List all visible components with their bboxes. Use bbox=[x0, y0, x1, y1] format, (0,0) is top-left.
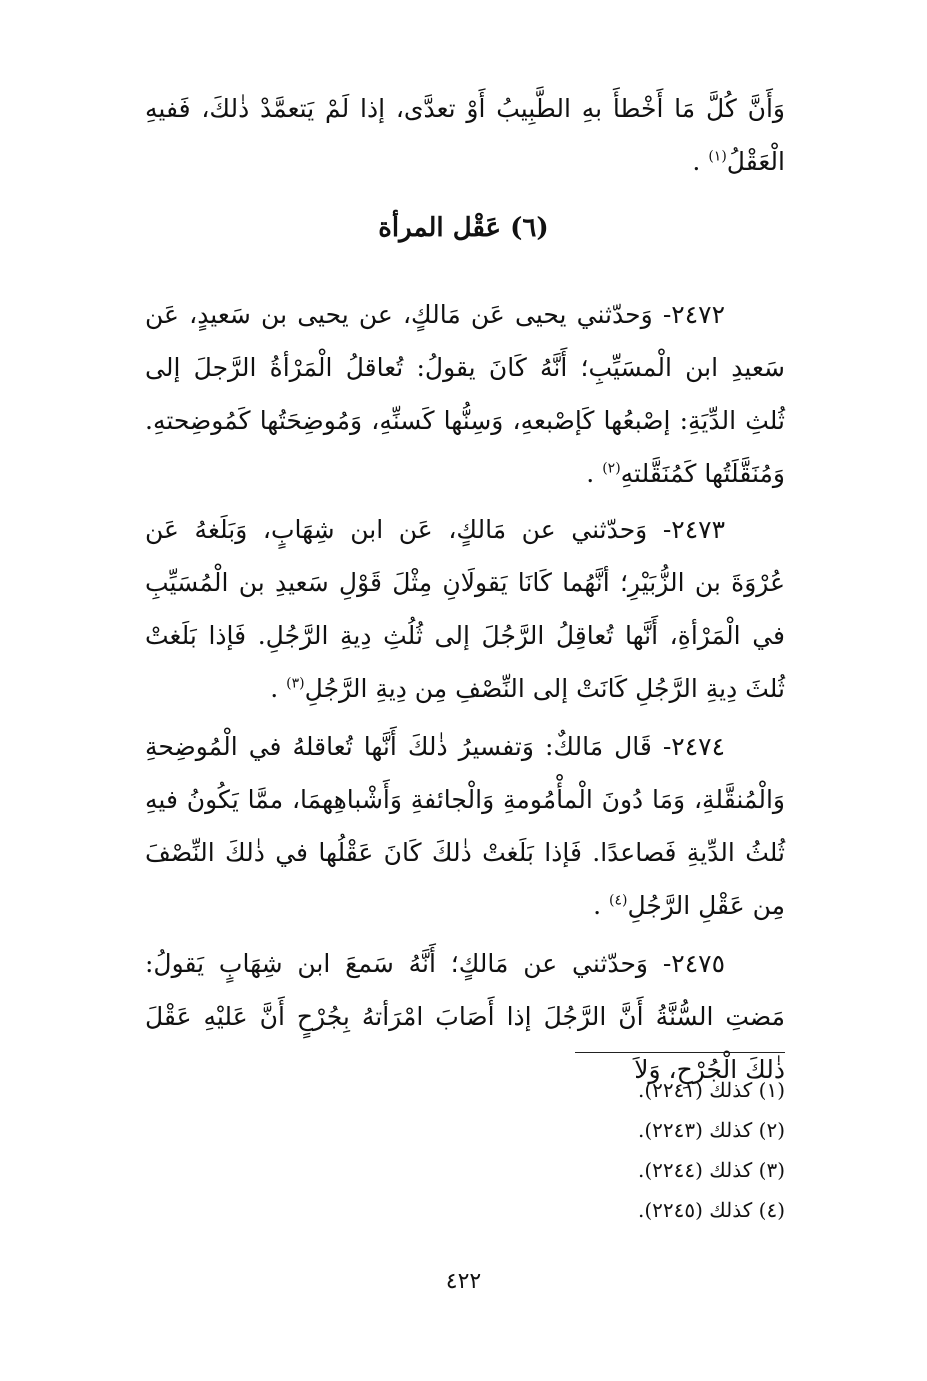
paragraph-text: ٢٤٧٣- وَحدّثني عن مَالكٍ، عَن ابن شِهَابٍ، وَبَلَغهُ عَن عُرْوَةَ بن الزُّبَيْرِ؛ أنَّهُما كَانَا يَقولَانِ مِثْلَ قَوْلِ سَعيدِ بن الْمُسَيِّبِ في الْمَرْأةِ، أَنَّها تُعاقِلُ الرَّجُلَ إلى ثُلُثِ دِيةِ الرَّجُلِ. فَإذا بَلَغتْ ثُلثَ دِيةِ الرَّجُلِ كَانَتْ إلى النِّصْفِ مِن دِيةِ الرَّجُلِ bbox=[145, 515, 785, 703]
hadith-paragraph-2472 bbox=[145, 288, 785, 500]
footnotes-list bbox=[145, 1070, 785, 1230]
page-number: ٤٢٢ bbox=[445, 1269, 482, 1294]
footnote-ref: (٤) bbox=[608, 892, 628, 909]
paragraph-end: . bbox=[270, 674, 287, 703]
footnote-ref: (١) bbox=[708, 148, 727, 165]
footnote-1: (١) كذلك (٢٢٤١). bbox=[638, 1078, 785, 1102]
paragraph-text: ٢٤٧٥- وَحدّثني عن مَالكٍ؛ أَنَّهُ سَمعَ ابن شِهَابٍ يَقولُ: مَضتِ السُّنَّةُ أَنَّ الرَّجُلَ إذا أَصَابَ امْرَأتهُ بِجُرْحٍ أَنَّ عَليْهِ عَقْلَ ذٰلكَ الْجُرْحِ، وَلاَ bbox=[145, 949, 785, 1084]
paragraph-end: . bbox=[692, 147, 709, 176]
paragraph-text: ٢٤٧٢- وَحدّثني يحيى عَن مَالكٍ، عن يحيى بن سَعيدٍ، عَن سَعيدِ ابن الْمسَيِّبِ؛ أَنَّهُ كَانَ يقولُ: تُعاقلُ الْمَرْأةُ الرَّجلَ إلى ثُلثِ الدِّيَةِ: إصْبعُها كَإصْبعهِ، وَسِنُّها كَسنِّهِ، وَمُوضِحَتُها كَمُوضِحتهِ. وَمُنَقَّلَتُها كَمُنَقَّلتهِ bbox=[145, 300, 785, 488]
hadith-paragraph-2473 bbox=[145, 503, 785, 715]
intro-text: وَأَنَّ كُلَّ مَا أَخْطأَ بهِ الطَّبِيبُ أَوْ تعدَّى، إذا لَمْ يَتعمَّدْ ذٰلكَ، فَفيهِ الْعَقْلُ bbox=[145, 94, 785, 176]
footnote-ref: (٢) bbox=[602, 460, 621, 477]
footnote-4: (٤) كذلك (٢٢٤٥). bbox=[638, 1198, 785, 1222]
paragraph-end: . bbox=[586, 459, 603, 488]
footnote-ref: (٣) bbox=[286, 675, 305, 692]
paragraph-end: . bbox=[593, 891, 609, 920]
section-title: (٦) عَقْل المرأة bbox=[378, 213, 549, 243]
footnote-3: (٣) كذلك (٢٢٤٤). bbox=[638, 1158, 785, 1182]
intro-paragraph bbox=[145, 82, 785, 188]
paragraph-text: ٢٤٧٤- قَال مَالكٌ: وَتفسيرُ ذٰلكَ أَنَّها تُعاقلهُ في الْمُوضِحةِ وَالْمُنقَّلةِ، وَمَا دُونَ الْمأْمُومةِ وَالْجائفةِ وَأَشْباهِهمَا، ممَّا يَكُونُ فيهِ ثُلثُ الدِّيةِ فَصاعدًا. فَإذا بَلَغتْ ذٰلكَ كَانَ عَقْلُها في ذٰلكَ النِّصْفَ مِن عَقْلِ الرَّجُلِ bbox=[145, 732, 785, 920]
hadith-paragraph-2474 bbox=[145, 720, 785, 932]
footnote-2: (٢) كذلك (٢٢٤٣). bbox=[638, 1118, 785, 1142]
footnote-separator bbox=[575, 1052, 785, 1053]
